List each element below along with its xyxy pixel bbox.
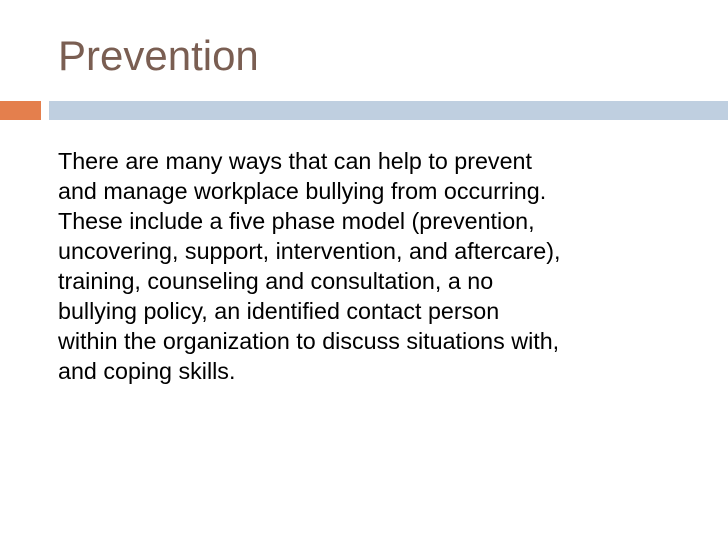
accent-bar [0,101,41,120]
body-line: and manage workplace bullying from occurring. [58,178,547,204]
body-line: bullying policy, an identified contact person [58,298,500,324]
body-line: training, counseling and consultation, a no [58,268,494,294]
slide-title: Prevention [58,32,259,79]
body-line: There are many ways that can help to prevent [58,148,532,174]
slide-body-text [58,146,718,386]
title-divider-bar [49,101,728,120]
body-line: uncovering, support, intervention, and aftercare), [58,238,561,264]
body-line: These include a five phase model (prevention, [58,208,535,234]
body-line: within the organization to discuss situations with, [58,328,560,354]
body-line: and coping skills. [58,358,236,384]
